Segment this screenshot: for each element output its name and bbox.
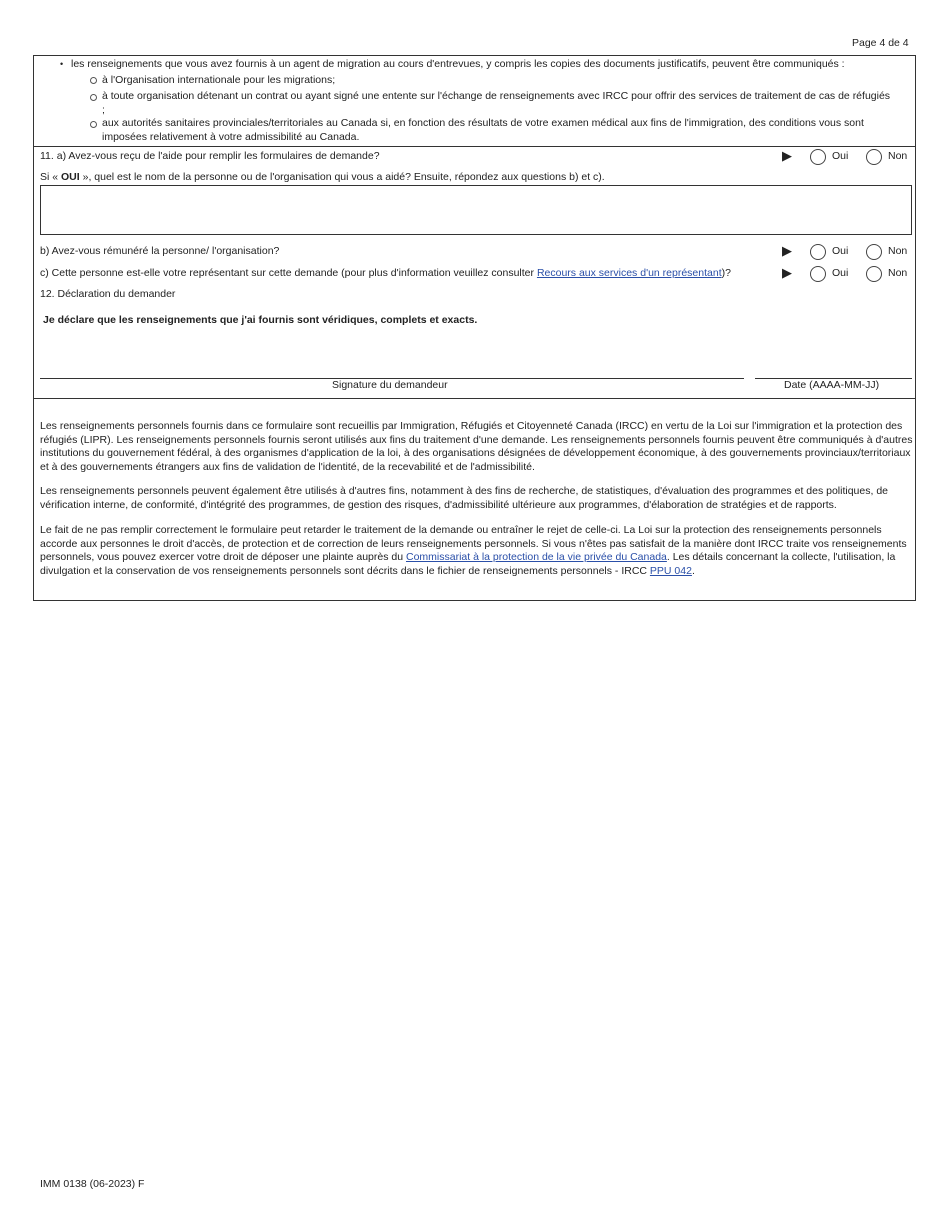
- privacy-paragraph-1: Les renseignements personnels fournis dans ce formulaire sont recueillis par Immigration, Réfugiés et Citoyenneté Canada (IRCC) en vertu de la Loi sur l'immigration et la protection des réfugiés (LIPR). Les renseignements personnels fournis seront utilisés aux fins du traitement d'une demande. Les renseignements personnels fournis peuvent être communiqués à d'autres institutions du gouvernement fédéral, à des organismes d'application de la loi, à des organisations désignées de développement économique, à des gouvernements provinciaux/territoriaux et à des gouvernements étrangers aux fins de validation de l'identité, de la recevabilité et de l'admissibilité.: [40, 420, 913, 473]
- q11b-non-label: Non: [888, 245, 908, 257]
- sub-bullet-circle: [90, 77, 97, 84]
- q11c-text: c) Cette personne est-elle votre représentant sur cette demande (pour plus d'information veuillez consulter: [40, 267, 537, 279]
- q11c-text-post: )?: [721, 267, 731, 279]
- sub-bullet-circle: [90, 121, 97, 128]
- q11c-oui-radio[interactable]: [810, 266, 826, 282]
- q11b-oui-radio[interactable]: [810, 244, 826, 260]
- q11c-non-radio[interactable]: [866, 266, 882, 282]
- privacy-commissioner-link[interactable]: Commissariat à la protection de la vie privée du Canada: [405, 551, 667, 563]
- q11a-non-label: Non: [888, 150, 908, 162]
- declaration-statement: Je déclare que les renseignements que j'ai fournis sont véridiques, complets et exacts.: [43, 314, 478, 326]
- q11c-oui-label: Oui: [832, 267, 849, 279]
- page-number: Page 4 de 4: [852, 37, 909, 49]
- if-yes-text: Si «: [40, 171, 62, 183]
- privacy-p3-end: .: [691, 564, 695, 577]
- q11c-label: [40, 267, 731, 279]
- disclosure-intro: les renseignements que vous avez fournis à un agent de migration au cours d'entrevues, y compris les copies des documents justificatifs, peuvent être communiqués :: [71, 58, 845, 70]
- disclosure-item: aux autorités sanitaires provinciales/territoriales au Canada si, en fonction des résultats de votre examen médical aux fins de l'immigration, des conditions vous sont imposées relativement à votre admissibilité au Canada.: [102, 117, 864, 143]
- q11a-oui-label: Oui: [832, 150, 849, 162]
- q11a-label: 11. a) Avez-vous reçu de l'aide pour remplir les formulaires de demande?: [40, 150, 380, 162]
- arrow-right-icon: ▶: [782, 148, 792, 163]
- privacy-p3-text: Le fait de ne pas remplir correctement le formulaire peut retarder le traitement de la demande ou entraîner le rejet de celle-ci. La Loi sur la protection des renseignements personnels accorde aux personnes le droit d'accès, de protection et de correction de leurs renseignements personnels. Si vous n'êtes pas satisfait de la manière dont IRCC traite vos renseignements personnels, vous pouvez exercer votre droit de déposer une plainte auprès du: [40, 524, 907, 563]
- privacy-paragraph-2: Les renseignements personnels peuvent également être utilisés à d'autres fins, notamment à des fins de recherche, de statistiques, d'évaluation des programmes et des politiques, de vérification interne, de conformité, d'intégrité des programmes, de gestion des risques, d'admissibilité ultérieure aux programmes, d'élaboration de stratégies et de rapports.: [40, 485, 888, 511]
- disclosure-item: à l'Organisation internationale pour les migrations;: [102, 74, 336, 86]
- q11c-non-label: Non: [888, 267, 908, 279]
- bullet-dot: •: [60, 59, 64, 69]
- form-container: [33, 55, 916, 601]
- q11a-oui-radio[interactable]: [810, 149, 826, 165]
- date-label: Date (AAAA-MM-JJ): [784, 379, 880, 391]
- q11a-non-radio[interactable]: [866, 149, 882, 165]
- q11a-if-yes-instruction: [40, 171, 605, 183]
- arrow-right-icon: ▶: [782, 243, 792, 258]
- q11b-non-radio[interactable]: [866, 244, 882, 260]
- privacy-p3-text-mid: . Les détails concernant la collecte, l'utilisation, la divulgation et la conservation de vos renseignements personnels sont décrits dans le fichier de renseignements personnels - IRCC: [40, 551, 896, 577]
- ppu-042-link[interactable]: PPU 042: [649, 564, 692, 577]
- arrow-right-icon: ▶: [782, 265, 792, 280]
- representative-link[interactable]: Recours aux services d'un représentant: [536, 267, 722, 279]
- q11b-oui-label: Oui: [832, 245, 849, 257]
- form-code: IMM 0138 (06-2023) F: [40, 1178, 145, 1190]
- sub-bullet-circle: [90, 94, 97, 101]
- q12-label: 12. Déclaration du demander: [40, 288, 176, 300]
- if-yes-bold: OUI: [61, 171, 80, 183]
- signature-label: Signature du demandeur: [332, 379, 448, 391]
- if-yes-text-post: », quel est le nom de la personne ou de l'organisation qui vous a aidé? Ensuite, répondez aux questions b) et c).: [79, 171, 605, 183]
- disclosure-item: à toute organisation détenant un contrat ou ayant signé une entente sur l'échange de renseignements avec IRCC pour offrir des services de traitement de cas de réfugiés ;: [102, 90, 891, 116]
- privacy-paragraph-3: [40, 524, 914, 578]
- disclosure-section: [34, 56, 915, 147]
- helper-name-input[interactable]: [40, 185, 912, 235]
- questions-section: [34, 147, 915, 399]
- privacy-notice-section: [34, 399, 915, 600]
- q11b-label: b) Avez-vous rémunéré la personne/ l'organisation?: [40, 245, 280, 257]
